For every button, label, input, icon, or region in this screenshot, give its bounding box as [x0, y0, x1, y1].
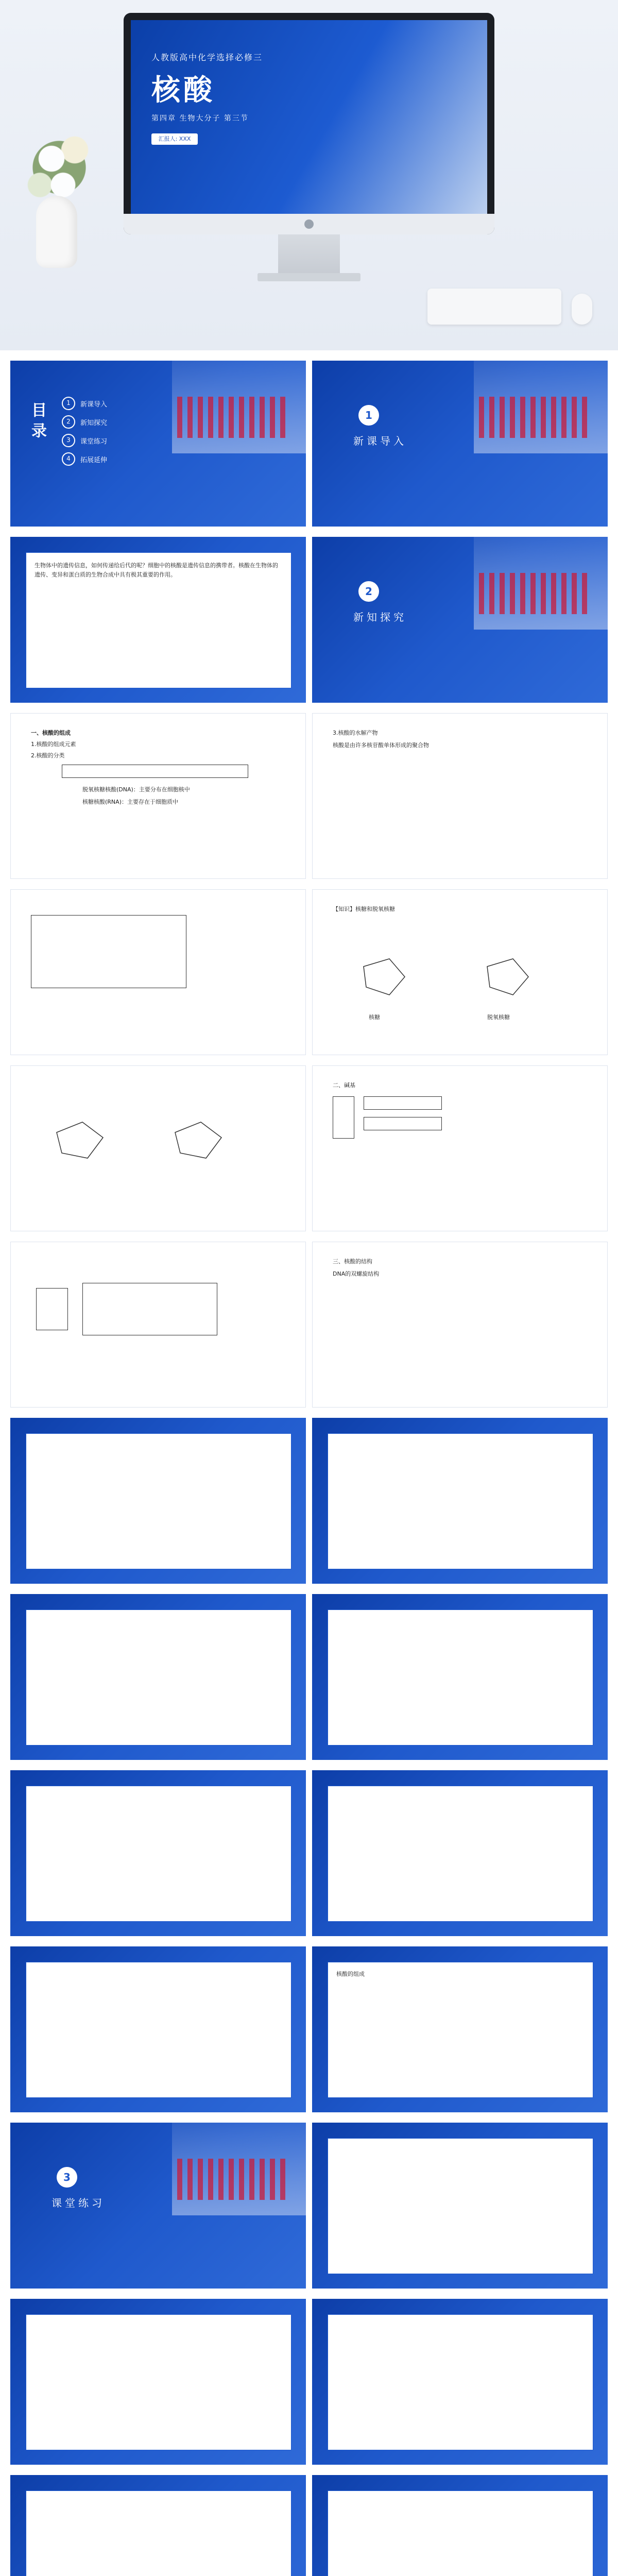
base-box [333, 1096, 354, 1139]
slide-bases [312, 1065, 608, 1231]
ribose-structure [343, 946, 425, 1003]
mouse-decoration [572, 294, 592, 325]
content-card [26, 1433, 291, 1569]
toc-list [62, 392, 107, 471]
rna-label: 核糖核酸(RNA)：主要存在于细胞质中 [82, 799, 178, 805]
content-card [26, 2314, 291, 2450]
slide-structure [312, 1242, 608, 1408]
monitor-base [258, 273, 360, 281]
slide-point: 2.核酸的分类 [31, 752, 65, 759]
diagram-box [82, 1283, 217, 1335]
slide-intro [10, 537, 306, 703]
cover-title: 核酸 [151, 73, 215, 107]
slide-blue-content [312, 1594, 608, 1760]
toc-label: 课堂练习 [80, 437, 108, 446]
content-card [328, 1433, 593, 1569]
slide-blue-content [312, 1946, 608, 2112]
toc-item[interactable] [62, 452, 107, 466]
toc-item[interactable] [62, 397, 107, 410]
test-tubes-decoration [479, 573, 592, 614]
content-card [328, 1786, 593, 1922]
slide-sugars [312, 889, 608, 1055]
toc-num: 4 [62, 452, 75, 466]
base-box [364, 1096, 442, 1110]
monitor-stand [278, 234, 340, 276]
section-number: 1 [358, 405, 379, 426]
deoxyribose-label: 脱氧核糖 [487, 1014, 510, 1021]
ribose-label: 核糖 [369, 1014, 380, 1021]
red-note: 核酸是由许多核苷酸单体形成的聚合物 [333, 742, 429, 749]
slide-point: DNA的双螺旋结构 [333, 1270, 380, 1277]
slide-blue-content [10, 2299, 306, 2465]
slide-blue-content [312, 2123, 608, 2289]
toc-title: 目录 [28, 402, 46, 443]
cover-subtitle: 人教版高中化学选择必修三 [151, 53, 263, 62]
content-card [26, 1609, 291, 1745]
toc-label: 拓展延伸 [80, 456, 108, 464]
toc-label: 新知探究 [80, 419, 108, 427]
base-box [364, 1117, 442, 1130]
slide-blue-content [10, 1418, 306, 1584]
slide-diagram [10, 1242, 306, 1408]
toc-item[interactable] [62, 415, 107, 429]
slide-heading: 3.核酸的水解产物 [333, 730, 378, 736]
keyboard-decoration [427, 289, 561, 325]
section-name: 新知探究 [353, 611, 407, 623]
slide-blue-content [312, 1418, 608, 1584]
toc-label: 新课导入 [80, 400, 108, 409]
toc-num: 3 [62, 434, 75, 447]
slide-nucleic-composition [10, 713, 306, 879]
slide-heading: 【知识】核糖和脱氧核糖 [333, 906, 395, 912]
nucleotide-structures [41, 1101, 278, 1179]
comparison-table [31, 915, 186, 988]
content-card [328, 2314, 593, 2450]
section-name: 课堂练习 [52, 2197, 105, 2209]
intro-card [26, 552, 291, 688]
dna-label: 脱氧核糖核酸(DNA)：主要分布在细胞核中 [82, 786, 190, 793]
content-card [328, 1962, 593, 2098]
slide-table [10, 889, 306, 1055]
cover-slide [131, 20, 487, 214]
section-number: 3 [57, 2167, 77, 2188]
monitor-frame [124, 13, 494, 234]
slide-blue-content [312, 2299, 608, 2465]
content-card [328, 2138, 593, 2274]
content-card [328, 1609, 593, 1745]
slide-section-3 [10, 2123, 306, 2289]
content-card [26, 1962, 291, 2098]
slide-point: 1.核酸的组成元素 [31, 741, 76, 748]
slide-nucleic-hydrolysis [312, 713, 608, 879]
diagram-box [36, 1288, 68, 1330]
section-number: 2 [358, 581, 379, 602]
slide-heading: 二、碱基 [333, 1082, 355, 1089]
apple-logo-icon [304, 219, 314, 229]
cover-chapter: 第四章 生物大分子 第三节 [151, 114, 249, 123]
slide-section-1 [312, 361, 608, 527]
summary-title: 核酸的组成 [336, 1971, 365, 1977]
slide-blue-content [10, 1946, 306, 2112]
slide-blue-content [10, 2475, 306, 2576]
slide-heading: 一、核酸的组成 [31, 730, 71, 736]
deoxyribose-structure [467, 946, 549, 1003]
content-card [26, 2490, 291, 2576]
slide-blue-content [312, 1770, 608, 1936]
test-tubes-decoration [479, 397, 592, 438]
bracket-box [62, 765, 248, 778]
slide-toc [10, 361, 306, 527]
test-tubes-decoration [177, 2159, 290, 2200]
section-name: 新课导入 [353, 435, 407, 447]
slide-section-2 [312, 537, 608, 703]
test-tubes-decoration [177, 397, 290, 438]
toc-num: 2 [62, 415, 75, 429]
slide-blue-content [10, 1594, 306, 1760]
slide-blue-content [10, 1770, 306, 1936]
toc-num: 1 [62, 397, 75, 410]
slide-blue-content [312, 2475, 608, 2576]
content-card [26, 1786, 291, 1922]
monitor-chin [124, 214, 494, 234]
slide-structures [10, 1065, 306, 1231]
slide-heading: 三、核酸的结构 [333, 1258, 372, 1265]
vase-decoration [36, 196, 77, 268]
hero-mockup [0, 0, 618, 350]
intro-text: 生物体中的遗传信息，如何传递给后代的呢？细胞中的核酸是遗传信息的携带者。核酸在生物体的遗传、变异和蛋白质的生物合成中具有极其重要的作用。 [35, 562, 278, 578]
cover-author: 汇报人: XXX [151, 133, 198, 145]
content-card [328, 2490, 593, 2576]
toc-item[interactable] [62, 434, 107, 447]
